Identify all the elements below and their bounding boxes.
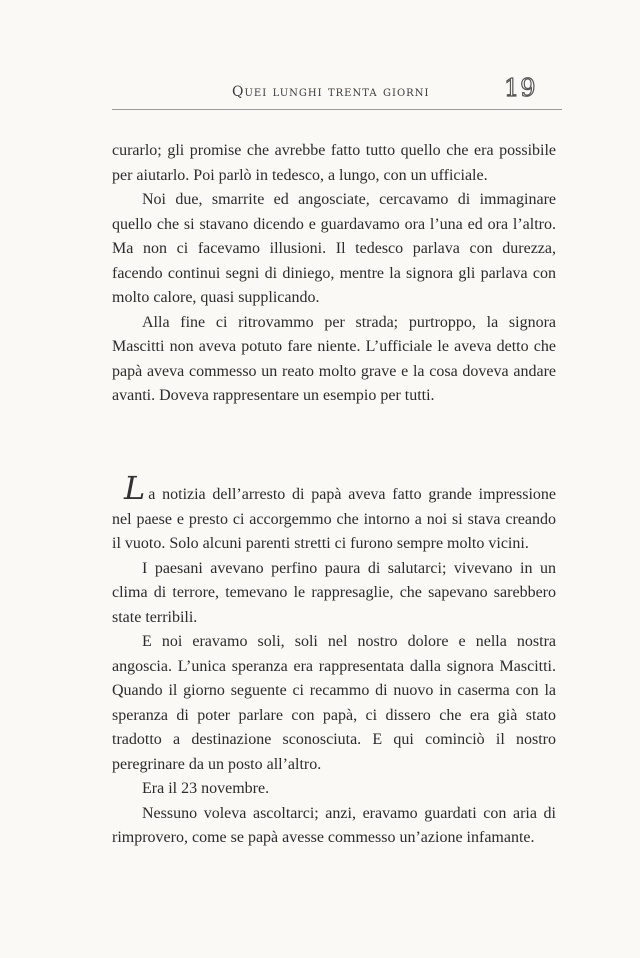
opening-paragraph-text: a notizia dell’arresto di papà aveva fatto grande impressione nel paese e presto ci accorgemmo che intorno a noi si stava creando il vuoto. Solo alcuni parenti stretti ci furono sempre molto vicini. bbox=[112, 486, 556, 552]
drop-cap: L bbox=[124, 469, 146, 507]
paragraph: I paesani avevano perfino paura di salutarci; vivevano in un clima di terrore, temevano le rappresaglie, che sapevano sarebbero state terribili. bbox=[112, 559, 556, 626]
text-block-2 bbox=[112, 469, 556, 851]
page-number: 19 bbox=[504, 74, 537, 102]
running-header bbox=[112, 70, 562, 110]
paragraph: Noi due, smarrite ed angosciate, cercavamo di immaginare quello che si stavano dicendo e guardavamo ora l’una ed ora l’altro. Ma non ci facevamo illusioni. Il tedesco parlava con durezza, facendo continui segni di diniego, mentre la signora gli parlava con molto calore, quasi supplicando. bbox=[112, 191, 556, 306]
paragraph: E noi eravamo soli, soli nel nostro dolore e nella nostra angoscia. L’unica speranza era rappresentata dalla signora Mascitti. Quando il giorno seguente ci recammo di nuovo in caserma con la speranza di poter parlare con papà, ci dissero che era già stato tradotto a destinazione sconosciuta. E qui cominciò il nostro peregrinare da un posto all’altro. bbox=[112, 633, 556, 773]
paragraph: Alla fine ci ritrovammo per strada; purtroppo, la signora Mascitti non aveva potuto fare niente. L’ufficiale le aveva detto che papà aveva commesso un reato molto grave e la cosa doveva andare avanti. Doveva rappresentare un esempio per tutti. bbox=[112, 313, 556, 404]
opening-paragraph bbox=[112, 469, 556, 557]
text-block-1 bbox=[112, 139, 556, 409]
header-rule bbox=[112, 109, 562, 110]
running-title: Quei lunghi trenta giorni bbox=[232, 84, 430, 100]
paragraph: Nessuno voleva ascoltarci; anzi, eravamo guardati con aria di rimprovero, come se papà avesse commesso un’azione infamante. bbox=[112, 804, 556, 846]
paragraph: Era il 23 novembre. bbox=[142, 780, 270, 797]
paragraph: curarlo; gli promise che avrebbe fatto tutto quello che era possibile per aiutarlo. Poi parlò in tedesco, a lungo, con un ufficiale. bbox=[112, 142, 556, 184]
